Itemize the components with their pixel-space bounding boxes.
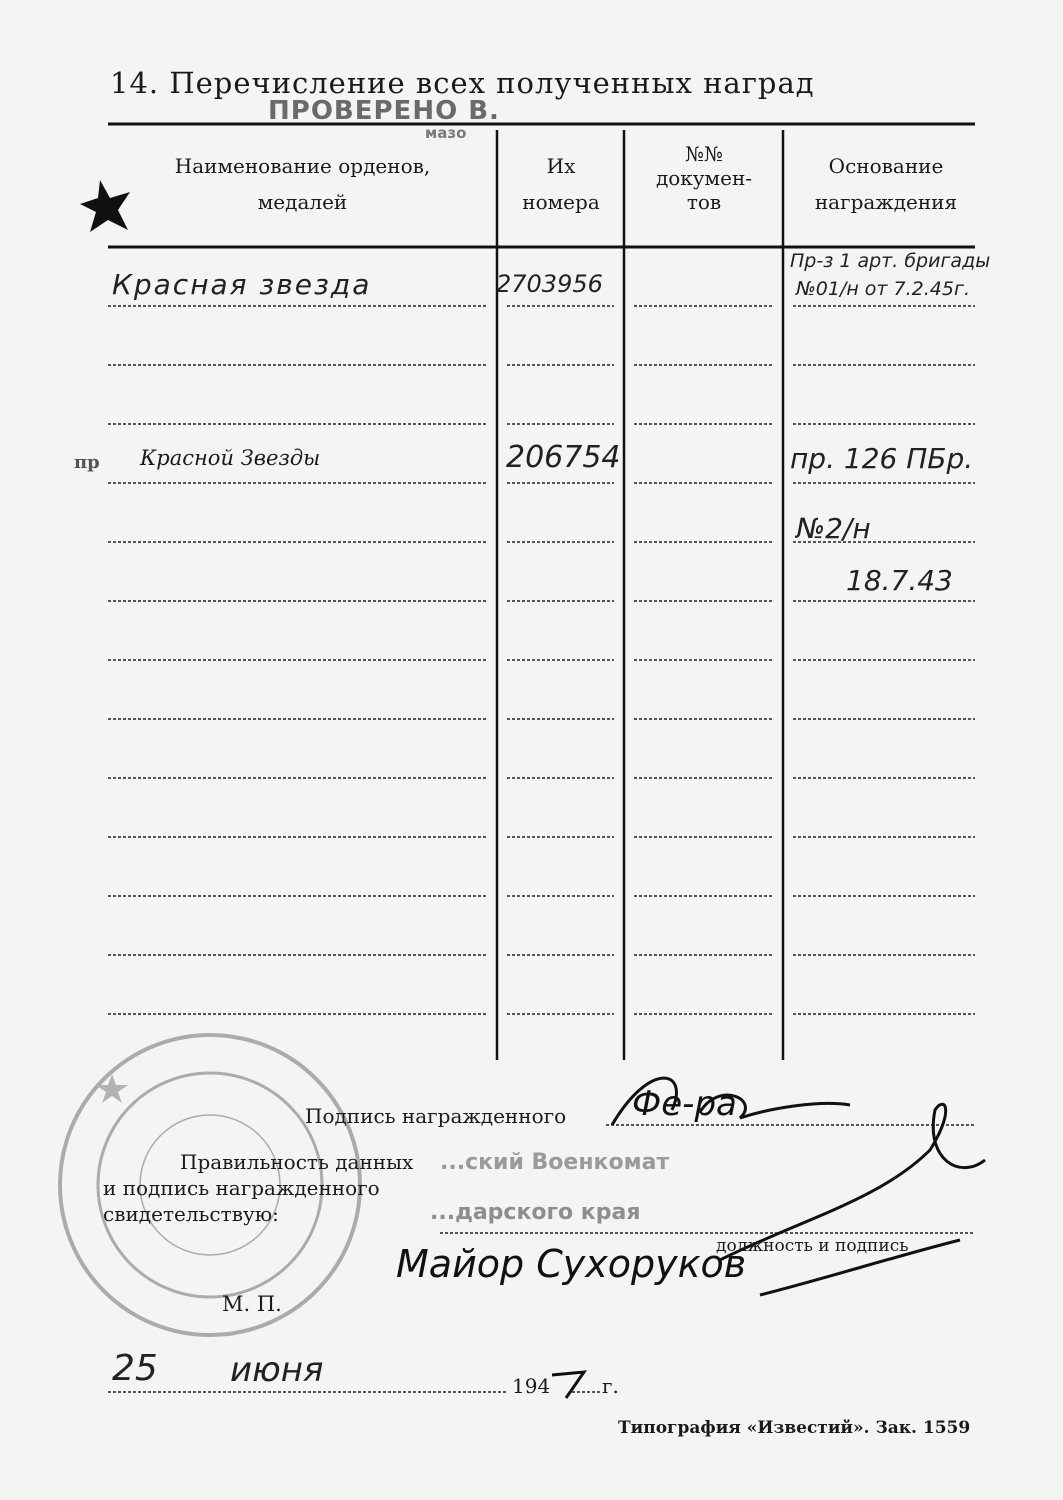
header-basis: Основание награждения	[814, 154, 958, 214]
row1-award-name: Красная звезда	[112, 268, 372, 301]
row1-basis-line2: №01/н от 7.2.45г.	[796, 278, 970, 300]
section-title: 14. Перечисление всех полученных наград	[110, 66, 815, 100]
header-award-name: Наименование орденов, медалей	[174, 154, 431, 214]
date-year-g: г.	[602, 1374, 619, 1398]
ink-star-mark	[80, 180, 130, 232]
faint-stamp-line1: ...ский Военкомат	[440, 1150, 670, 1175]
row2-basis-line2: №2/н	[796, 512, 871, 545]
row2-award-name: Красной Звезды	[140, 446, 321, 470]
officer-signature-stroke	[720, 1104, 985, 1295]
verify-line1: Правильность данных	[180, 1150, 414, 1174]
verify-line2: и подпись награжденного	[103, 1176, 380, 1200]
row2-prefix: пр	[74, 452, 100, 473]
date-month: июня	[230, 1350, 324, 1390]
faint-stamp-line2: ...дарского края	[430, 1200, 641, 1225]
row2-basis-line3: 18.7.43	[846, 564, 953, 597]
checked-stamp: ПРОВЕРЕНО В.	[268, 96, 500, 126]
verify-line3: свидетельствую:	[103, 1202, 279, 1226]
date-year-prefix: 194	[512, 1374, 551, 1398]
officer-signature: Майор Сухоруков	[396, 1242, 747, 1286]
date-day: 25	[112, 1348, 158, 1389]
header-numbers: Их номера	[522, 154, 600, 214]
row1-basis-line1: Пр-з 1 арт. бригады	[790, 250, 991, 272]
header-documents: №№ докумен- тов	[655, 142, 753, 214]
checked-stamp-sub: мазо	[425, 124, 467, 142]
row1-award-number: 2703956	[496, 270, 603, 298]
printer-footer: Типография «Известий». Зак. 1559	[618, 1418, 971, 1438]
recipient-signature: Фе-ра	[632, 1084, 737, 1124]
position-caption: должность и подпись	[716, 1236, 909, 1256]
signature-label: Подпись награжденного	[305, 1104, 567, 1128]
date-year-suffix	[556, 1346, 578, 1386]
stamp-place-label: М. П.	[222, 1292, 282, 1316]
row2-basis-line1: пр. 126 ПБр.	[790, 442, 974, 475]
row2-award-number: 206754	[506, 440, 621, 475]
